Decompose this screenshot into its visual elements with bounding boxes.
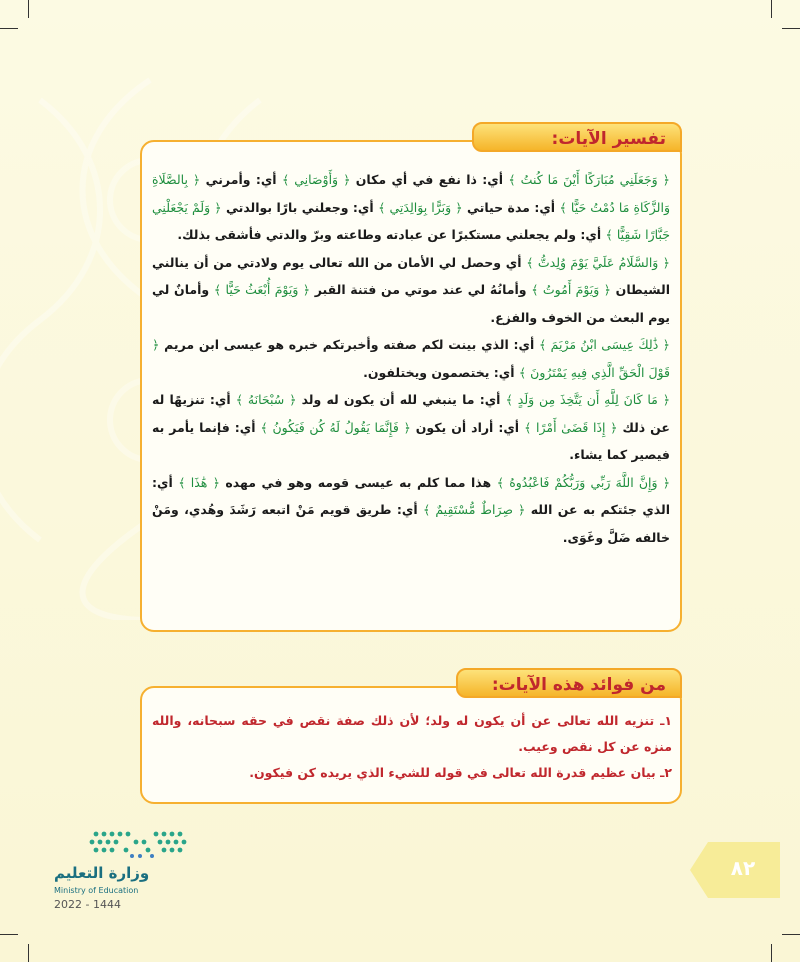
quran-verse: قَوْلَ الْحَقِّ الَّذِي فِيهِ يَمْتَرُونَ (526, 364, 670, 380)
verse-bracket: ﴾ (531, 282, 539, 297)
tafsir-explanation: أي: ولم يجعلني مستكبرًا عن عبادته وطاعته وبرّ والدتي فأشقى بذلك. (177, 227, 606, 242)
ministry-name-english: Ministry of Education (54, 886, 139, 895)
tafsir-paragraph (152, 166, 670, 249)
tafsir-explanation: أي: طريق قويم مَنْ اتبعه رَشَدَ وهُدي، ومَنْ خالفه ضَلَّ وغَوَى. (152, 502, 670, 545)
quran-verse: وَأَوْصَانِي (289, 172, 344, 187)
verse-bracket: ﴿ (212, 474, 220, 490)
tafsir-explanation: أي: مدة حياتي (462, 199, 560, 215)
crop-mark (0, 934, 18, 935)
tafsir-explanation: أي وحصل لي الأمان من الله تعالى يوم ولادتي من أن ينالني الشيطان (152, 254, 670, 297)
quran-verse: فَإِنَّمَا يَقُولُ لَهُ كُن فَيَكُونُ (267, 419, 404, 435)
tafsir-explanation: أي: ذا نفع في أي مكان (350, 172, 509, 187)
crop-mark (28, 944, 29, 962)
verse-bracket: ﴿ (214, 199, 222, 215)
tafsir-explanation: أي: تنزيهًا له عن ذلك (152, 392, 670, 435)
fawaid-item: ٢ـ بيان عظيم قدرة الله تعالى في قوله للشيء الذي يريده كن فيكون. (249, 765, 672, 780)
quran-verse: وَلَمْ يَجْعَلْنِي جَبَّارًا شَقِيًّا (152, 199, 670, 242)
ministry-logo (46, 820, 216, 910)
quran-verse: مَا كَانَ لِلَّهِ أَن يَتَّخِذَ مِن وَلَدٍ (512, 392, 663, 407)
quran-verse: وَبَرًّا بِوَالِدَتِي (385, 199, 456, 215)
quran-verse: ذَٰلِكَ عِيسَى ابْنُ مَرْيَمَ (546, 337, 663, 352)
quran-verse: وَيَوْمَ أَمُوتُ (538, 282, 604, 297)
tafsir-section-title: تفسير الآيات: (472, 122, 682, 152)
verse-bracket: ﴾ (496, 474, 505, 490)
ministry-logo-icon (86, 828, 196, 860)
verse-bracket: ﴾ (538, 337, 547, 352)
tafsir-explanation: هذا مما كلم به عيسى قومه وهو في مهده (219, 474, 497, 490)
quran-verse: هَٰذَا (185, 474, 213, 490)
quran-verse: وَالسَّلَامُ عَلَيَّ يَوْمَ وُلِدتُّ (533, 254, 663, 270)
verse-bracket: ﴿ (152, 337, 160, 352)
verse-bracket: ﴿ (610, 419, 618, 435)
tafsir-explanation: وأمانٌ لي يوم البعث من الخوف والفزع. (152, 282, 670, 325)
crop-mark (782, 934, 800, 935)
verse-bracket: ﴿ (662, 254, 670, 270)
verse-bracket: ﴾ (235, 392, 244, 407)
verse-bracket: ﴿ (343, 172, 351, 187)
tafsir-explanation: وأمانُهُ لي عند موتي من فتنة القبر (310, 282, 532, 297)
verse-bracket: ﴾ (505, 392, 513, 407)
tafsir-text (152, 166, 670, 551)
tafsir-explanation: أي: يختصمون ويختلفون. (363, 364, 519, 380)
edition-year: 2022 - 1444 (54, 898, 121, 911)
tafsir-paragraph (152, 469, 670, 552)
crop-mark (771, 944, 772, 962)
verse-bracket: ﴿ (662, 392, 671, 407)
verse-bracket: ﴿ (403, 419, 411, 435)
quran-verse: وَيَوْمَ أُبْعَثُ حَيًّا (221, 282, 303, 297)
fawaid-item: ١ـ تنزيه الله تعالى عن أن يكون له ولد؛ لأن ذلك صفة نقص في حقه سبحانه، والله منزه عن كل نقص وعيب. (152, 713, 672, 754)
tafsir-explanation: أي: أراد أن يكون (410, 419, 525, 435)
quran-verse: صِرَاطٌ مُّسْتَقِيمٌ (430, 502, 518, 517)
crop-mark (771, 0, 772, 18)
quran-verse: بِالصَّلَاةِ وَالزَّكَاةِ مَا دُمْتُ حَيًّا (152, 172, 670, 215)
verse-bracket: ﴾ (559, 199, 567, 215)
verse-bracket: ﴾ (508, 172, 516, 187)
verse-bracket: ﴾ (524, 419, 532, 435)
verse-bracket: ﴾ (526, 254, 534, 270)
verse-bracket: ﴿ (455, 199, 463, 215)
tafsir-explanation: أي: وأمرني (200, 172, 282, 187)
tafsir-explanation: أي: الذي بينت لكم صفته وأخبرتكم خبره هو عيسى ابن مريم (159, 337, 539, 352)
tafsir-paragraph (152, 331, 670, 386)
verse-bracket: ﴿ (302, 282, 311, 297)
quran-verse: إِذَا قَضَىٰ أَمْرًا (531, 419, 611, 435)
verse-bracket: ﴿ (192, 172, 201, 187)
verse-bracket: ﴾ (260, 419, 268, 435)
ministry-name-arabic: وزارة التعليم (54, 864, 150, 882)
crop-mark (0, 28, 18, 29)
verse-bracket: ﴿ (662, 172, 670, 187)
quran-verse: وَإِنَّ اللَّهَ رَبِّي وَرَبُّكُمْ فَاعْبُدُوهُ (504, 474, 663, 490)
verse-bracket: ﴾ (423, 502, 431, 517)
verse-bracket: ﴾ (518, 364, 527, 380)
verse-bracket: ﴾ (281, 172, 290, 187)
verse-bracket: ﴾ (605, 227, 613, 242)
tafsir-explanation: أي: وجعلني بارًا بوالدتي (221, 199, 379, 215)
tafsir-explanation: أي: الذي جئتكم به عن الله (152, 474, 670, 517)
quran-verse: وَجَعَلَنِي مُبَارَكًا أَيْنَ مَا كُنتُ (515, 172, 663, 187)
fawaid-list (152, 708, 672, 786)
verse-bracket: ﴾ (378, 199, 386, 215)
verse-bracket: ﴾ (213, 282, 222, 297)
tafsir-paragraph (152, 249, 670, 332)
crop-mark (28, 0, 29, 18)
tafsir-paragraph (152, 386, 670, 469)
tafsir-explanation: أي: ما ينبغي لله أن يكون له ولد (296, 392, 506, 407)
quran-verse: سُبْحَانَهُ (243, 392, 290, 407)
page-number: ٨٢ (730, 856, 756, 880)
verse-bracket: ﴿ (662, 474, 671, 490)
verse-bracket: ﴾ (178, 474, 186, 490)
verse-bracket: ﴿ (662, 337, 670, 352)
fawaid-section-title: من فوائد هذه الآيات: (456, 668, 682, 698)
tafsir-explanation: أي: فإنما يأمر به فيصير كما يشاء. (152, 419, 670, 462)
verse-bracket: ﴿ (518, 502, 526, 517)
verse-bracket: ﴿ (289, 392, 297, 407)
crop-mark (782, 28, 800, 29)
verse-bracket: ﴿ (603, 282, 611, 297)
